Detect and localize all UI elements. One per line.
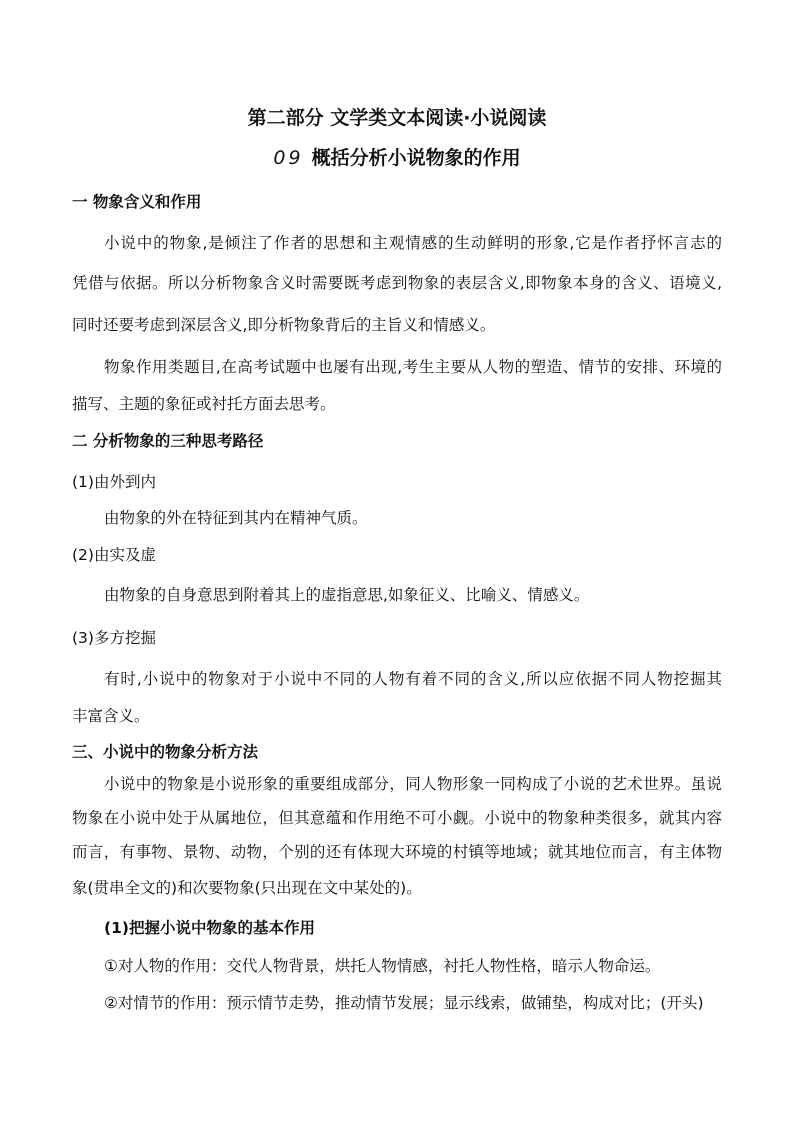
paragraph-line: 物象作用类题目,在高考试题中也屡有出现,考生主要从人物的塑造、情节的安排、环境的 (104, 358, 722, 376)
paragraph-line: 而言，有事物、景物、动物，个别的还有体现大环境的村镇等地域；就其地位而言，有主体物 (72, 843, 722, 861)
paragraph-line: 描写、主题的象征或衬托方面去思考。 (72, 395, 336, 413)
path-label: (1)由外到内 (72, 473, 156, 491)
path-label: (2)由实及虚 (72, 546, 156, 564)
section2-heading: 二 分析物象的三种思考路径 (72, 432, 264, 450)
path-text: 丰富含义。 (72, 707, 150, 725)
chapter-title-text: 概括分析小说物象的作用 (311, 147, 521, 169)
paragraph-line: 象(贯串全文的)和次要物象(只出现在文中某处的)。 (72, 879, 422, 897)
paragraph-line: 物象在小说中处于从属地位，但其意蕴和作用绝不可小觑。小说中的物象种类很多，就其内容 (72, 809, 722, 827)
chapter-title (0, 146, 794, 170)
paragraph-line: 小说中的物象,是倾注了作者的思想和主观情感的生动鲜明的形象,它是作者抒怀言志的 (104, 234, 722, 252)
part-title: 第二部分 文学类文本阅读·小说阅读 (247, 107, 547, 129)
paragraph-line: 小说中的物象是小说形象的重要组成部分，同人物形象一同构成了小说的艺术世界。虽说 (104, 775, 722, 793)
chapter-number: 09 (273, 147, 304, 169)
point-item: ②对情节的作用：预示情节走势，推动情节发展；显示线索，做铺垫，构成对比；(开头) (104, 994, 704, 1012)
paragraph-line: 同时还要考虑到深层含义,即分析物象背后的主旨义和情感义。 (72, 316, 496, 334)
path-label: (3)多方挖掘 (72, 629, 156, 647)
section3-heading: 三、小说中的物象分析方法 (72, 743, 259, 761)
point-item: ①对人物的作用：交代人物背景，烘托人物情感，衬托人物性格，暗示人物命运。 (104, 957, 661, 975)
subsection-heading: (1)把握小说中物象的基本作用 (104, 919, 315, 937)
path-text: 由物象的自身意思到附着其上的虚指意思,如象征义、比喻义、情感义。 (104, 586, 590, 604)
path-text: 由物象的外在特征到其内在精神气质。 (104, 509, 368, 527)
paragraph-line: 凭借与依据。所以分析物象含义时需要既考虑到物象的表层含义,即物象本身的含义、语境义, (72, 274, 722, 292)
path-text: 有时,小说中的物象对于小说中不同的人物有着不同的含义,所以应依据不同人物挖掘其 (104, 670, 722, 688)
section1-heading: 一 物象含义和作用 (72, 193, 202, 211)
